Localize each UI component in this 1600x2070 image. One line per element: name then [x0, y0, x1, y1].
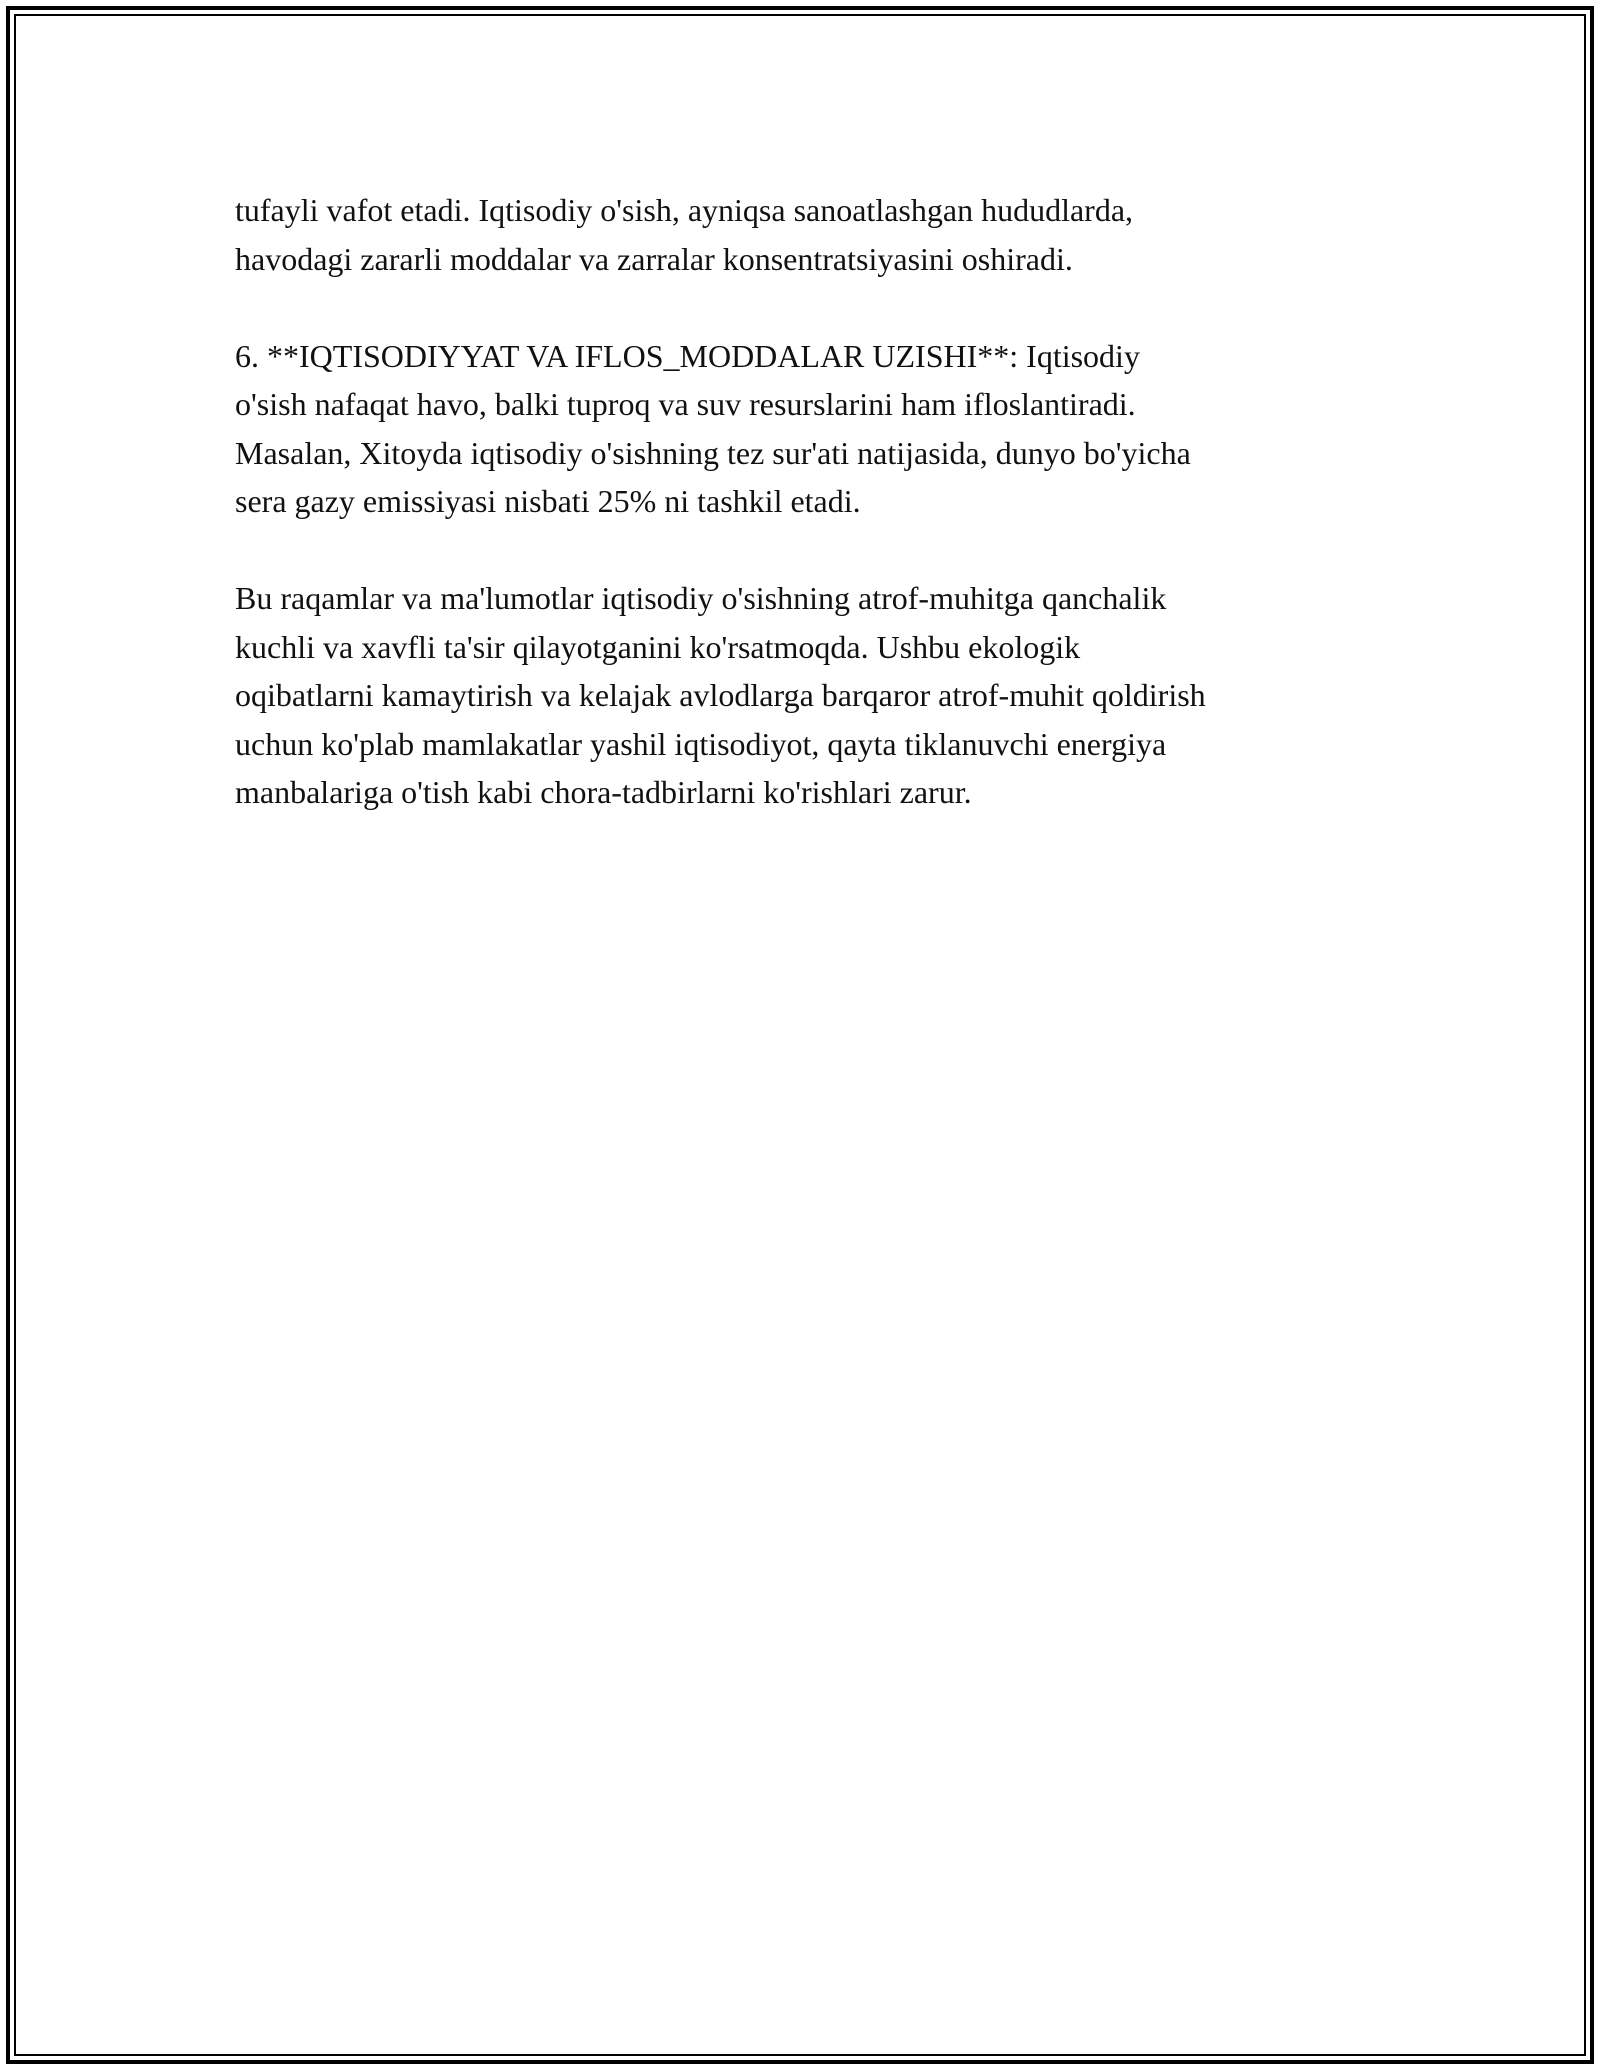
text-line: Masalan, Xitoyda iqtisodiy o'sishning tez sur'ati natijasida, dunyo bo'yicha [235, 434, 1191, 471]
paragraph-air-pollution-continuation [235, 186, 1375, 283]
text-line: 6. **IQTISODIYYAT VA IFLOS_MODDALAR UZISHI**: Iqtisodiy [235, 337, 1140, 374]
text-line: sera gazy emissiyasi nisbati 25% ni tashkil etadi. [235, 483, 861, 519]
document-body [235, 186, 1375, 865]
text-line: o'sish nafaqat havo, balki tuproq va suv resurslarini ham ifloslantiradi. [235, 386, 1136, 422]
text-line: uchun ko'plab mamlakatlar yashil iqtisodiyot, qayta tiklanuvchi energiya [235, 725, 1167, 762]
text-line: oqibatlarni kamaytirish va kelajak avlodlarga barqaror atrof-muhit qoldirish [235, 677, 1206, 713]
text-line: manbalariga o'tish kabi chora-tadbirlarni ko'rishlari zarur. [235, 774, 972, 810]
text-line: Bu raqamlar va ma'lumotlar iqtisodiy o'sishning atrof-muhitga qanchalik [235, 580, 1167, 616]
paragraph-item-6 [235, 332, 1375, 526]
text-line: tufayli vafot etadi. Iqtisodiy o'sish, ayniqsa sanoatlashgan hududlarda, [235, 192, 1134, 228]
text-line: havodagi zararli moddalar va zarralar konsentratsiyasini oshiradi. [235, 240, 1073, 277]
paragraph-conclusion [235, 574, 1375, 817]
text-line: kuchli va xavfli ta'sir qilayotganini ko'rsatmoqda. Ushbu ekologik [235, 628, 1081, 665]
